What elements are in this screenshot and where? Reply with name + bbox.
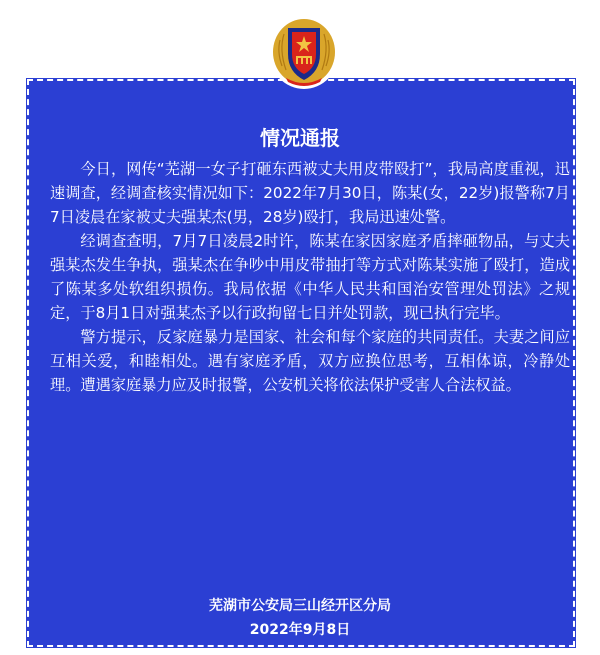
issuer: 芜湖市公安局三山经开区分局 — [209, 598, 391, 614]
paragraph: 警方提示，反家庭暴力是国家、社会和每个家庭的共同责任。夫妻之间应互相关爱，和睦相处。遇有家庭矛盾，双方应换位思考，互相体谅，冷静处理。遭遇家庭暴力应及时报警，公安机关将依法保护受害人合法权益。 — [50, 328, 570, 394]
issue-date: 2022年9月8日 — [249, 622, 351, 638]
police-emblem-icon — [268, 10, 340, 90]
notice-body — [50, 157, 570, 397]
paragraph: 经调查查明，7月7日凌晨2时许，陈某在家因家庭矛盾摔砸物品，与丈夫强某杰发生争执，强某杰在争吵中用皮带抽打等方式对陈某实施了殴打，造成了陈某多处软组织损伤。我局依据《中华人民共和国治安管理处罚法》之规定，于8月1日对强某杰予以行政拘留七日并处罚款，现已执行完毕。 — [50, 232, 570, 322]
paragraph: 今日，网传“芜湖一女子打砸东西被丈夫用皮带殴打”，我局高度重视，迅速调查，经调查核实情况如下：2022年7月30日，陈某(女，22岁)报警称7月7日凌晨在家被丈夫强某杰(男，28岁)殴打，我局迅速处警。 — [50, 160, 570, 226]
notice-title: 情况通报 — [260, 126, 340, 150]
signature-block — [0, 594, 600, 642]
